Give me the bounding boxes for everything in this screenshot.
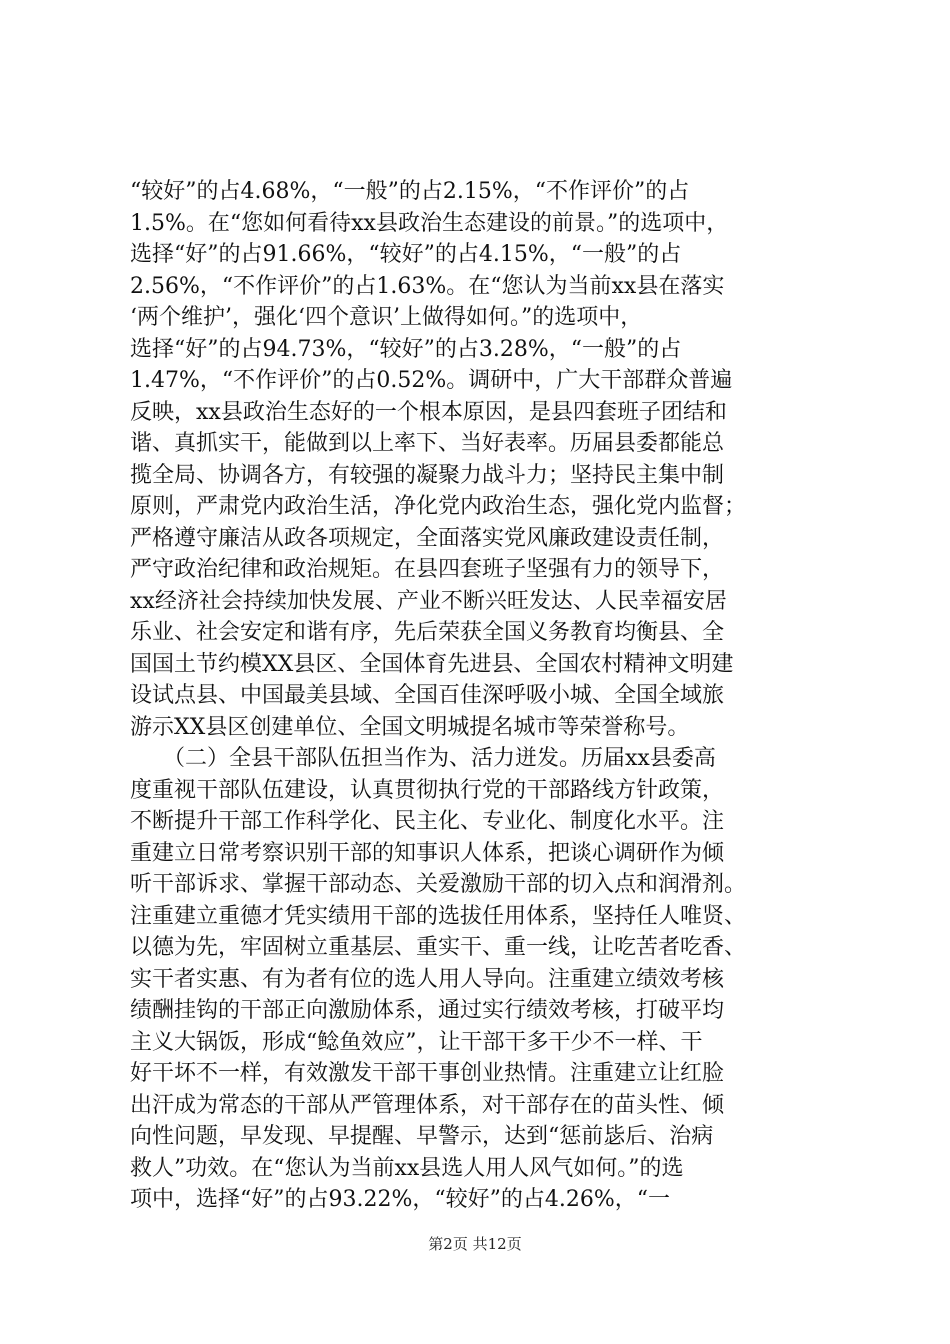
text-line: 向性问题，早发现、早提醒、早警示，达到“惩前毖后、治病 <box>130 1124 714 1149</box>
text-line: xx经济社会持续加快发展、产业不断兴旺发达、人民幸福安居 <box>130 588 727 614</box>
text-line: 以德为先，牢固树立重基层、重实干、重一线，让吃苦者吃香、 <box>130 935 747 960</box>
text-line: 听干部诉求、掌握干部动态、关爱激励干部的切入点和润滑剂。 <box>130 872 747 897</box>
text-line: 度重视干部队伍建设，认真贯彻执行党的干部路线方针政策， <box>130 777 725 803</box>
text-line: 原则，严肃党内政治生活，净化党内政治生态，强化党内监督； <box>130 494 747 519</box>
text-line: 好干坏不一样，有效激发干部干事创业热情。注重建立让红脸 <box>130 1061 725 1086</box>
section-heading-line: （二）全县干部队伍担当作为、活力迸发。历届xx县委高 <box>130 746 716 771</box>
text-line: 反映，xx县政治生态好的一个根本原因，是县四套班子团结和 <box>130 399 727 425</box>
text-line: 1.47%，“不作评价”的占0.52%。调研中，广大干部群众普遍 <box>130 368 733 393</box>
text-line: ‘两个维护’，强化‘四个意识’上做得如何。”的选项中， <box>130 305 643 330</box>
text-line: 选择“好”的占94.73%，“较好”的占3.28%，“一般”的占 <box>130 336 682 362</box>
text-line: 救人”功效。在“您认为当前xx县选人用人风气如何。”的选 <box>130 1155 684 1181</box>
text-line: 不断提升干部工作科学化、民主化、专业化、制度化水平。注 <box>130 809 725 834</box>
text-line: 1.5%。在“您如何看待xx县政治生态建设的前景。”的选项中， <box>130 210 729 236</box>
text-line: 设试点县、中国最美县域、全国百佳深呼吸小城、全国全域旅 <box>130 683 725 708</box>
text-line: 游示XX县区创建单位、全国文明城提名城市等荣誉称号。 <box>130 714 690 740</box>
text-line: 国国土节约模XX县区、全国体育先进县、全国农村精神文明建 <box>130 651 734 677</box>
text-line: 出汗成为常态的干部从严管理体系，对干部存在的苗头性、倾 <box>130 1092 725 1118</box>
text-line: 谐、真抓实干，能做到以上率下、当好表率。历届县委都能总 <box>130 431 725 456</box>
text-line: 实干者实惠、有为者有位的选人用人导向。注重建立绩效考核 <box>130 966 725 992</box>
body-text <box>130 176 830 1216</box>
page-number-footer: 第2页 共12页 <box>428 1235 522 1253</box>
text-line: 绩酬挂钩的干部正向激励体系，通过实行绩效考核，打破平均 <box>130 998 725 1023</box>
text-line: 乐业、社会安定和谐有序，先后荣获全国义务教育均衡县、全 <box>130 620 725 645</box>
text-line: 严守政治纪律和政治规矩。在县四套班子坚强有力的领导下， <box>130 557 725 582</box>
text-line: 揽全局、协调各方，有较强的凝聚力战斗力；坚持民主集中制 <box>130 462 725 488</box>
text-line: 2.56%，“不作评价”的占1.63%。在“您认为当前xx县在落实 <box>130 273 725 299</box>
text-line: 注重建立重德才凭实绩用干部的选拔任用体系，坚持任人唯贤、 <box>130 903 747 929</box>
text-line: 重建立日常考察识别干部的知事识人体系，把谈心调研作为倾 <box>130 840 725 866</box>
text-line: “较好”的占4.68%，“一般”的占2.15%，“不作评价”的占 <box>130 179 690 204</box>
text-line: 项中，选择“好”的占93.22%，“较好”的占4.26%，“一 <box>130 1187 671 1212</box>
text-line: 严格遵守廉洁从政各项规定，全面落实党风廉政建设责任制， <box>130 525 725 551</box>
text-line: 选择“好”的占91.66%，“较好”的占4.15%，“一般”的占 <box>130 242 682 267</box>
text-line: 主义大锅饭，形成“鲶鱼效应”，让干部干多干少不一样、干 <box>130 1029 703 1055</box>
